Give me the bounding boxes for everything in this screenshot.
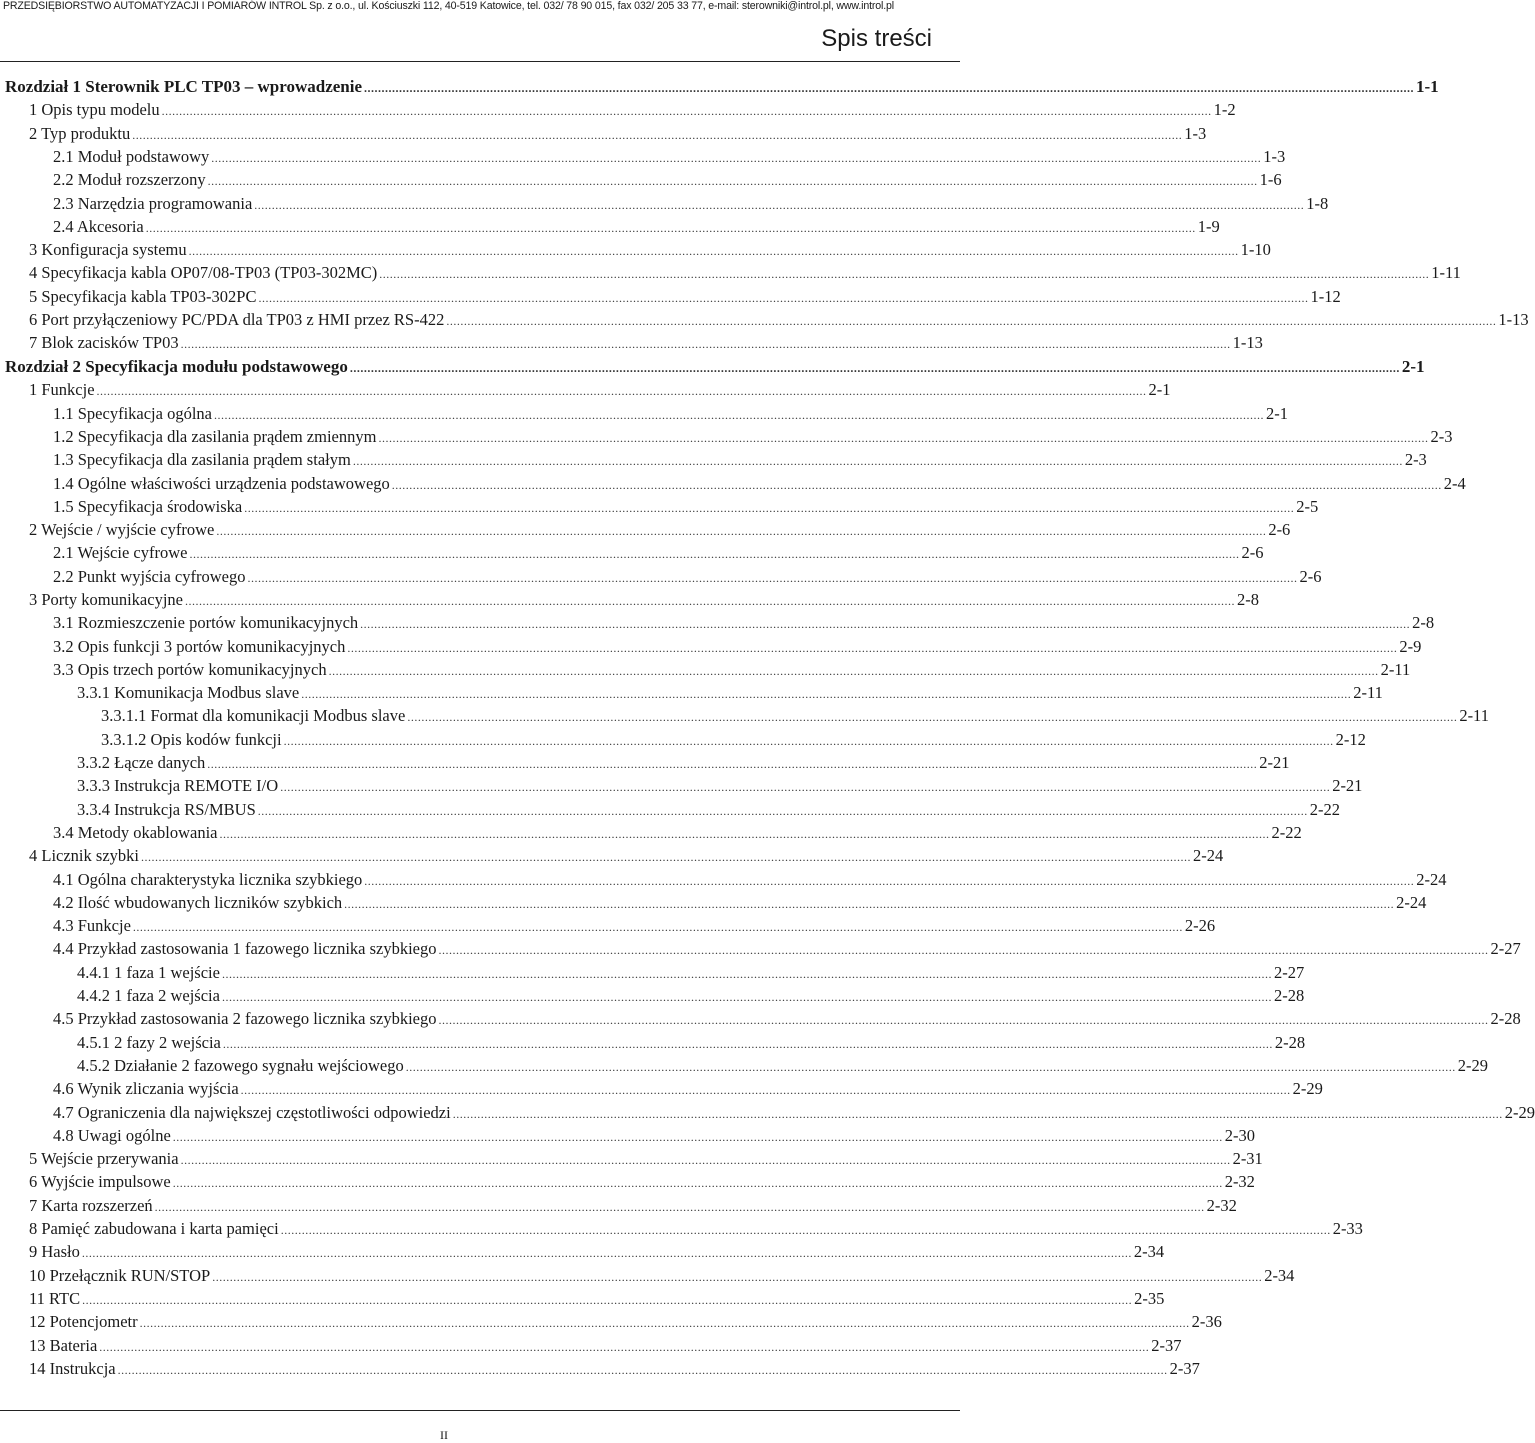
dot-leader: ............................................................................................................................................................................................................................................................................................................ — [132, 920, 1183, 934]
toc-entry[interactable] — [0, 706, 1489, 726]
toc-entry[interactable] — [0, 474, 1466, 494]
toc-entry[interactable] — [0, 1266, 1295, 1286]
toc-entry-label: 4 Specyfikacja kabla OP07/08-TP03 (TP03-302MC) — [29, 263, 378, 282]
toc-entry-page: 2-30 — [1224, 1126, 1256, 1145]
toc-entry-page: 2-8 — [1236, 590, 1259, 609]
toc-entry-page: 2-28 — [1273, 986, 1305, 1005]
dot-leader: ............................................................................................................................................................................................................................................................................................................ — [244, 501, 1295, 515]
toc-entry-page: 1-8 — [1306, 194, 1329, 213]
toc-entry-label: 4.4.1 1 faza 1 wejście — [77, 963, 220, 982]
toc-entry-page: 2-4 — [1443, 474, 1466, 493]
toc-entry-label: 1.3 Specyfikacja dla zasilania prądem stałym — [53, 450, 351, 469]
toc-entry[interactable] — [0, 1056, 1488, 1076]
toc-entry-page: 2-37 — [1151, 1336, 1182, 1355]
toc-entry-page: 2-33 — [1332, 1219, 1363, 1238]
toc-entry-page: 2-28 — [1490, 1009, 1521, 1028]
dot-leader: ............................................................................................................................................................................................................................................................................................................ — [221, 967, 1272, 981]
toc-entry[interactable] — [0, 893, 1427, 913]
toc-entry-page: 2-11 — [1353, 683, 1383, 702]
top-divider — [0, 61, 960, 62]
toc-entry[interactable] — [0, 1242, 1165, 1262]
dot-leader: ............................................................................................................................................................................................................................................................................................................ — [222, 1037, 1273, 1051]
toc-entry-label: 4.5.2 Działanie 2 fazowego sygnału wejściowego — [77, 1056, 404, 1075]
toc-entry-page: 1-2 — [1213, 100, 1236, 119]
toc-entry[interactable] — [0, 730, 1366, 750]
toc-entry-page: 2-28 — [1274, 1033, 1306, 1052]
dot-leader: ............................................................................................................................................................................................................................................................................................................ — [140, 850, 1191, 864]
toc-entry-page: 2-22 — [1309, 800, 1341, 819]
dot-leader: ............................................................................................................................................................................................................................................................................................................ — [211, 151, 1262, 165]
toc-entry[interactable] — [0, 427, 1453, 447]
dot-leader: ............................................................................................................................................................................................................................................................................................................ — [391, 478, 1442, 492]
toc-entry-label: 3 Konfiguracja systemu — [29, 240, 187, 259]
toc-entry[interactable] — [0, 590, 1259, 610]
toc-entry-label: 2.2 Punkt wyjścia cyfrowego — [53, 567, 246, 586]
dot-leader: ............................................................................................................................................................................................................................................................................................................ — [364, 81, 1415, 95]
toc-entry[interactable] — [0, 1009, 1521, 1029]
toc-entry-label: 3 Porty komunikacyjne — [29, 590, 183, 609]
dot-leader: ............................................................................................................................................................................................................................................................................................................ — [328, 664, 1379, 678]
toc-entry-page: 2-29 — [1457, 1056, 1488, 1075]
toc-entry[interactable] — [0, 124, 1207, 144]
toc-entry[interactable] — [0, 800, 1341, 820]
dot-leader: ............................................................................................................................................................................................................................................................................................................ — [207, 174, 1258, 188]
dot-leader: ............................................................................................................................................................................................................................................................................................................ — [145, 221, 1196, 235]
dot-leader: ............................................................................................................................................................................................................................................................................................................ — [378, 431, 1429, 445]
toc-entry-label: 5 Wejście przerywania — [29, 1149, 179, 1168]
toc-entry[interactable] — [0, 660, 1411, 680]
toc-entry-page: 1-11 — [1431, 263, 1461, 282]
toc-entry-page: 2-6 — [1299, 567, 1322, 586]
dot-leader: ............................................................................................................................................................................................................................................................................................................ — [96, 384, 1147, 398]
toc-entry-label: 2.1 Wejście cyfrowe — [53, 543, 188, 562]
dot-leader: ............................................................................................................................................................................................................................................................................................................ — [184, 594, 1235, 608]
toc-entry-label: 4.6 Wynik zliczania wyjścia — [53, 1079, 239, 1098]
toc-entry-label: 2.4 Akcesoria — [53, 217, 144, 236]
toc-entry[interactable] — [0, 1289, 1165, 1309]
dot-leader: ............................................................................................................................................................................................................................................................................................................ — [438, 1013, 1489, 1027]
toc-entry-label: 1.1 Specyfikacja ogólna — [53, 404, 212, 423]
dot-leader: ............................................................................................................................................................................................................................................................................................................ — [212, 1270, 1263, 1284]
toc-entry-label: 3.3.2 Łącze danych — [77, 753, 206, 772]
toc-entry-label: 3.3.1.1 Format dla komunikacji Modbus slave — [101, 706, 406, 725]
toc-entry[interactable] — [0, 543, 1264, 563]
toc-entry-label: 2.3 Narzędzia programowania — [53, 194, 253, 213]
toc-entry[interactable] — [0, 637, 1422, 657]
toc-entry[interactable] — [0, 1126, 1256, 1146]
toc-entry-page: 2-34 — [1133, 1242, 1165, 1261]
toc-entry[interactable] — [0, 1359, 1200, 1379]
dot-leader: ............................................................................................................................................................................................................................................................................................................ — [364, 874, 1415, 888]
dot-leader: ............................................................................................................................................................................................................................................................................................................ — [172, 1176, 1223, 1190]
page-number: II — [440, 1428, 448, 1442]
company-header: PRZEDSIĘBIORSTWO AUTOMATYZACJI I POMIARÓW INTROL Sp. z o.o., ul. Kościuszki 112, 40-519 Katowice, tel. 032/ 78 90 015, fax 032/ 205 33 77, e-mail: sterowniki@introl.pl, www.introl.pl — [3, 0, 894, 12]
toc-entry[interactable] — [0, 404, 1288, 424]
toc-entry[interactable] — [0, 217, 1220, 237]
dot-leader: ............................................................................................................................................................................................................................................................................................................ — [219, 827, 1270, 841]
dot-leader: ............................................................................................................................................................................................................................................................................................................ — [407, 710, 1458, 724]
dot-leader: ............................................................................................................................................................................................................................................................................................................ — [344, 897, 1395, 911]
toc-entry-page: 2-34 — [1264, 1266, 1295, 1285]
toc-entry[interactable] — [0, 1336, 1182, 1356]
toc-entry-label: 4.4.2 1 faza 2 wejścia — [77, 986, 220, 1005]
dot-leader: ............................................................................................................................................................................................................................................................................................................ — [139, 1316, 1190, 1330]
toc-entry-label: 3.3.3 Instrukcja REMOTE I/O — [77, 776, 279, 795]
toc-entry[interactable] — [0, 613, 1435, 633]
dot-leader: ............................................................................................................................................................................................................................................................................................................ — [283, 734, 1334, 748]
dot-leader: ............................................................................................................................................................................................................................................................................................................ — [154, 1200, 1205, 1214]
toc-entry-label: 7 Blok zacisków TP03 — [29, 333, 179, 352]
toc-entry[interactable] — [0, 939, 1521, 959]
toc-entry-page: 2-29 — [1292, 1079, 1323, 1098]
toc-entry-label: 1 Funkcje — [29, 380, 95, 399]
toc-entry[interactable] — [0, 567, 1322, 587]
dot-leader: ............................................................................................................................................................................................................................................................................................................ — [438, 943, 1489, 957]
toc-entry-label: 2.1 Moduł podstawowy — [53, 147, 210, 166]
toc-entry-label: 4.2 Ilość wbudowanych liczników szybkich — [53, 893, 343, 912]
toc-entry-page: 2-32 — [1224, 1172, 1255, 1191]
toc-entry-label: 8 Pamięć zabudowana i karta pamięci — [29, 1219, 279, 1238]
toc-entry[interactable] — [0, 1219, 1363, 1239]
dot-leader: ............................................................................................................................................................................................................................................................................................................ — [180, 337, 1231, 351]
toc-entry-label: 3.3.1 Komunikacja Modbus slave — [77, 683, 300, 702]
toc-entry-page: 2-9 — [1399, 637, 1422, 656]
toc-entry[interactable] — [0, 776, 1363, 796]
toc-entry-page: 1-3 — [1184, 124, 1207, 143]
toc-entry-label: 2.2 Moduł rozszerzony — [53, 170, 206, 189]
toc-entry-page: 1-13 — [1498, 310, 1529, 329]
toc-entry-label: 4.5.1 2 fazy 2 wejścia — [77, 1033, 221, 1052]
dot-leader: ............................................................................................................................................................................................................................................................................................................ — [216, 524, 1267, 538]
toc-entry-label: 3.3.1.2 Opis kodów funkcji — [101, 730, 282, 749]
dot-leader: ............................................................................................................................................................................................................................................................................................................ — [221, 990, 1272, 1004]
toc-entry[interactable] — [0, 194, 1329, 214]
dot-leader: ............................................................................................................................................................................................................................................................................................................ — [207, 757, 1258, 771]
toc-entry-label: 2 Typ produktu — [29, 124, 131, 143]
toc-entry-page: 2-21 — [1259, 753, 1290, 772]
toc-entry-label: 4.4 Przykład zastosowania 1 fazowego licznika szybkiego — [53, 939, 437, 958]
toc-entry-page: 2-3 — [1430, 427, 1453, 446]
toc-entry[interactable] — [0, 240, 1271, 260]
toc-entry[interactable] — [0, 263, 1461, 283]
toc-entry-page: 1-13 — [1232, 333, 1263, 352]
toc-entry-page: 2-11 — [1380, 660, 1411, 679]
toc-entry-page: 2-32 — [1206, 1196, 1237, 1215]
dot-leader: ............................................................................................................................................................................................................................................................................................................ — [161, 104, 1212, 118]
toc-entry-label: 1.4 Ogólne właściwości urządzenia podstawowego — [53, 474, 390, 493]
toc-entry[interactable] — [0, 963, 1305, 983]
toc-entry-page: 1-3 — [1263, 147, 1286, 166]
toc-entry-page: 2-24 — [1416, 870, 1447, 889]
toc-entry-page: 2-22 — [1271, 823, 1302, 842]
toc-entry-page: 2-24 — [1396, 893, 1427, 912]
dot-leader: ............................................................................................................................................................................................................................................................................................................ — [301, 687, 1352, 701]
dot-leader: ............................................................................................................................................................................................................................................................................................................ — [81, 1246, 1132, 1260]
toc-entry[interactable] — [0, 1312, 1222, 1332]
toc-entry-label: 12 Potencjometr — [29, 1312, 138, 1331]
toc-entry-label: 11 RTC — [29, 1289, 81, 1308]
toc-entry-label: 14 Instrukcja — [29, 1359, 116, 1378]
toc-entry[interactable] — [0, 380, 1171, 400]
toc-entry-page: 2-6 — [1268, 520, 1291, 539]
dot-leader: ............................................................................................................................................................................................................................................................................................................ — [280, 1223, 1331, 1237]
toc-entry-label: 1.2 Specyfikacja dla zasilania prądem zmiennym — [53, 427, 377, 446]
toc-entry[interactable] — [0, 520, 1291, 540]
toc-entry[interactable] — [0, 870, 1447, 890]
toc-entry[interactable] — [0, 986, 1305, 1006]
toc-entry-label: 3.1 Rozmieszczenie portów komunikacyjnych — [53, 613, 359, 632]
toc-entry-label: 2 Wejście / wyjście cyfrowe — [29, 520, 215, 539]
toc-entry-label: Rozdział 2 Specyfikacja modułu podstawowego — [5, 357, 348, 376]
toc-entry-label: 6 Wyjście impulsowe — [29, 1172, 171, 1191]
dot-leader: ............................................................................................................................................................................................................................................................................................................ — [257, 804, 1308, 818]
dot-leader: ............................................................................................................................................................................................................................................................................................................ — [214, 408, 1264, 422]
toc-entry-label: 4.3 Funkcje — [53, 916, 131, 935]
toc-chapter-entry[interactable] — [0, 357, 1425, 377]
toc-entry[interactable] — [0, 1196, 1237, 1216]
toc-entry[interactable] — [0, 846, 1224, 866]
toc-entry-label: 4.5 Przykład zastosowania 2 fazowego licznika szybkiego — [53, 1009, 437, 1028]
dot-leader: ............................................................................................................................................................................................................................................................................................................ — [247, 571, 1298, 585]
dot-leader: ............................................................................................................................................................................................................................................................................................................ — [258, 291, 1309, 305]
toc-entry-label: 3.3 Opis trzech portów komunikacyjnych — [53, 660, 327, 679]
toc-entry-page: 2-36 — [1191, 1312, 1222, 1331]
toc-entry-label: 3.4 Metody okablowania — [53, 823, 218, 842]
dot-leader: ............................................................................................................................................................................................................................................................................................................ — [254, 198, 1305, 212]
toc-entry-label: 1.5 Specyfikacja środowiska — [53, 497, 243, 516]
toc-entry-page: 2-1 — [1401, 357, 1425, 376]
dot-leader: ............................................................................................................................................................................................................................................................................................................ — [352, 454, 1403, 468]
toc-entry-page: 2-24 — [1192, 846, 1224, 865]
toc-entry-page: 1-9 — [1197, 217, 1220, 236]
toc-entry-page: 2-21 — [1332, 776, 1363, 795]
dot-leader: ............................................................................................................................................................................................................................................................................................................ — [117, 1363, 1168, 1377]
toc-entry-page: 2-27 — [1273, 963, 1305, 982]
toc-entry-label: 4 Licznik szybki — [29, 846, 139, 865]
dot-leader: ............................................................................................................................................................................................................................................................................................................ — [189, 547, 1240, 561]
toc-entry-page: 1-1 — [1416, 77, 1439, 96]
toc-entry-label: 4.7 Ograniczenia dla największej częstotliwości odpowiedzi — [53, 1103, 451, 1122]
toc-entry-page: 2-1 — [1266, 404, 1288, 423]
bottom-divider — [0, 1410, 960, 1411]
toc-entry-page: 2-3 — [1404, 450, 1427, 469]
dot-leader: ............................................................................................................................................................................................................................................................................................................ — [172, 1130, 1223, 1144]
toc-entry[interactable] — [0, 497, 1319, 517]
toc-entry-page: 2-31 — [1232, 1149, 1263, 1168]
toc-entry-page: 2-11 — [1459, 706, 1489, 725]
toc-entry-label: 6 Port przyłączeniowy PC/PDA dla TP03 z HMI przez RS-422 — [29, 310, 445, 329]
dot-leader: ............................................................................................................................................................................................................................................................................................................ — [405, 1060, 1456, 1074]
dot-leader: ............................................................................................................................................................................................................................................................................................................ — [379, 267, 1430, 281]
toc-entry[interactable] — [0, 823, 1302, 843]
toc-entry[interactable] — [0, 287, 1341, 307]
toc-entry[interactable] — [0, 100, 1236, 120]
toc-entry-page: 2-1 — [1148, 380, 1171, 399]
dot-leader: ............................................................................................................................................................................................................................................................................................................ — [347, 641, 1398, 655]
toc-chapter-entry[interactable] — [0, 77, 1439, 97]
toc-entry[interactable] — [0, 450, 1427, 470]
toc-entry[interactable] — [0, 1172, 1255, 1192]
dot-leader: ............................................................................................................................................................................................................................................................................................................ — [446, 314, 1497, 328]
page-title: Spis treści — [821, 25, 932, 52]
dot-leader: ............................................................................................................................................................................................................................................................................................................ — [452, 1107, 1503, 1121]
toc-entry[interactable] — [0, 1149, 1263, 1169]
toc-entry-label: 4.8 Uwagi ogólne — [53, 1126, 171, 1145]
toc-entry-page: 1-12 — [1310, 287, 1341, 306]
toc-entry[interactable] — [0, 753, 1290, 773]
dot-leader: ............................................................................................................................................................................................................................................................................................................ — [280, 780, 1331, 794]
toc-entry[interactable] — [0, 683, 1383, 703]
toc-entry-label: 10 Przełącznik RUN/STOP — [29, 1266, 211, 1285]
toc-entry[interactable] — [0, 310, 1529, 330]
toc-entry-page: 2-26 — [1184, 916, 1216, 935]
toc-entry-page: 1-6 — [1259, 170, 1282, 189]
toc-entry[interactable] — [0, 147, 1286, 167]
dot-leader: ............................................................................................................................................................................................................................................................................................................ — [132, 128, 1183, 142]
toc-entry-page: 2-6 — [1241, 543, 1264, 562]
toc-entry[interactable] — [0, 1033, 1306, 1053]
toc-entry-label: 3.3.4 Instrukcja RS/MBUS — [77, 800, 256, 819]
dot-leader: ............................................................................................................................................................................................................................................................................................................ — [180, 1153, 1231, 1167]
toc-entry-label: 5 Specyfikacja kabla TP03-302PC — [29, 287, 257, 306]
toc-entry-page: 2-37 — [1169, 1359, 1200, 1378]
dot-leader: ............................................................................................................................................................................................................................................................................................................ — [99, 1340, 1150, 1354]
toc-entry-page: 2-27 — [1490, 939, 1521, 958]
toc-entry[interactable] — [0, 170, 1282, 190]
toc-entry[interactable] — [0, 1079, 1323, 1099]
dot-leader: ............................................................................................................................................................................................................................................................................................................ — [360, 617, 1411, 631]
toc-entry-page: 2-5 — [1296, 497, 1319, 516]
toc-entry[interactable] — [0, 1103, 1535, 1123]
toc-entry-label: 3.2 Opis funkcji 3 portów komunikacyjnych — [53, 637, 346, 656]
toc-entry-page: 1-10 — [1240, 240, 1271, 259]
dot-leader: ............................................................................................................................................................................................................................................................................................................ — [82, 1293, 1133, 1307]
toc-entry-page: 2-29 — [1504, 1103, 1535, 1122]
dot-leader: ............................................................................................................................................................................................................................................................................................................ — [240, 1083, 1291, 1097]
toc-entry-label: 1 Opis typu modelu — [29, 100, 160, 119]
toc-entry-label: 13 Bateria — [29, 1336, 98, 1355]
toc-entry-page: 2-8 — [1412, 613, 1435, 632]
toc-entry-label: 4.1 Ogólna charakterystyka licznika szybkiego — [53, 870, 363, 889]
toc-entry-label: Rozdział 1 Sterownik PLC TP03 – wprowadzenie — [5, 77, 363, 96]
dot-leader: ............................................................................................................................................................................................................................................................................................................ — [188, 244, 1239, 258]
toc-entry-label: 7 Karta rozszerzeń — [29, 1196, 153, 1215]
toc-entry-label: 9 Hasło — [29, 1242, 80, 1261]
toc-entry-page: 2-35 — [1134, 1289, 1165, 1308]
toc-entry[interactable] — [0, 916, 1216, 936]
dot-leader: ............................................................................................................................................................................................................................................................................................................ — [349, 361, 1400, 375]
toc-entry-page: 2-12 — [1335, 730, 1366, 749]
toc-entry[interactable] — [0, 333, 1263, 353]
